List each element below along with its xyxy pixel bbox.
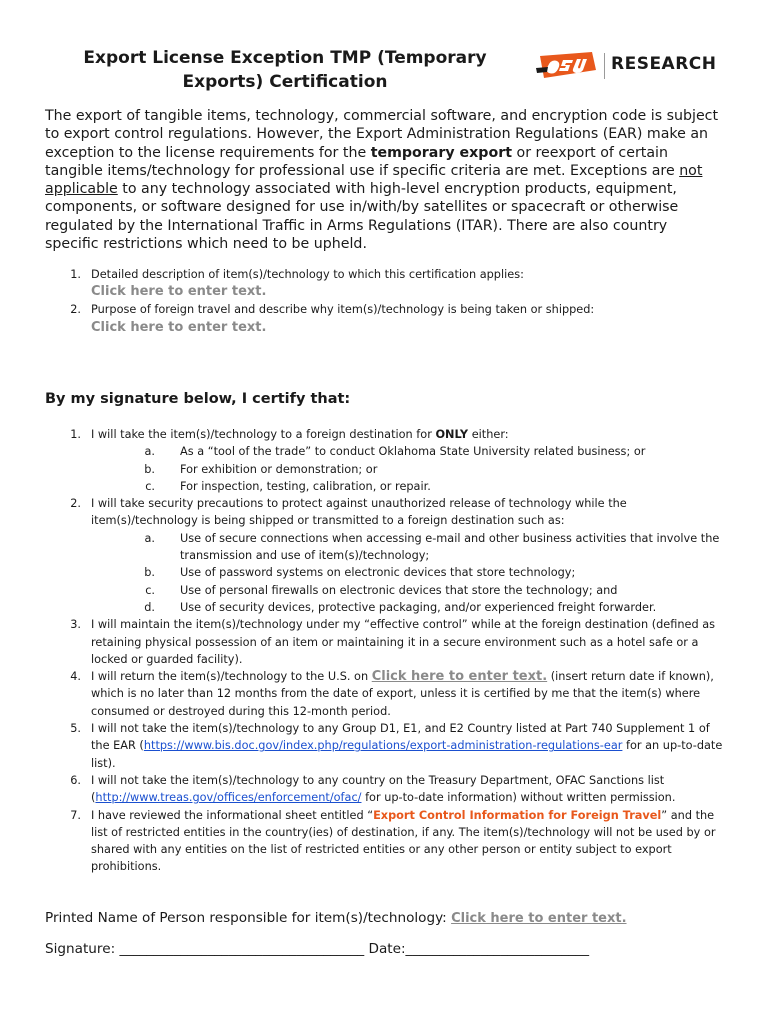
- cert-number: 6.: [70, 773, 81, 787]
- signature-date-line[interactable]: Signature: ____________________________________ Date:___________________________: [45, 941, 590, 957]
- cert-item-5: [45, 720, 730, 772]
- intro-bold-text: temporary export: [370, 144, 512, 161]
- sub-text: Use of personal firewalls on electronic devices that store the technology; and: [180, 583, 618, 597]
- sub-letter: a.: [144, 531, 155, 545]
- question-number: 2.: [70, 303, 81, 317]
- certification-list: [45, 426, 730, 876]
- intro-text-3: to any technology associated with high-level encryption products, equipment, components, or software designed for use in/with/by satellites or spacecraft or otherwise regulated by the International Traffic in Arms Regulations (ITAR). There are also country specific restrictions which need to be upheld.: [45, 181, 679, 253]
- cert-sub-item: [135, 461, 730, 478]
- questions-list: [45, 266, 725, 337]
- cert-number: 3.: [70, 618, 81, 632]
- cert-text: for up-to-date information) without written permission.: [361, 791, 676, 805]
- export-control-info-title: Export Control Information for Foreign Travel: [373, 808, 662, 822]
- printed-name-label: Printed Name of Person responsible for item(s)/technology:: [45, 910, 452, 926]
- cert-text: I will return the item(s)/technology to the U.S. on: [91, 670, 372, 684]
- sub-letter: c.: [145, 583, 155, 597]
- cert-sub-item: [135, 564, 730, 581]
- cert-text: ” and the list of restricted entities in the country(ies) of destination, if any. The item(s)/technology will not be used by or shared with any entities on the list of restricted entities or any other person or entity subject to export prohibitions.: [91, 808, 716, 874]
- cert-text: I have reviewed the informational sheet entitled “: [91, 808, 374, 822]
- cert-sub-item: [135, 443, 730, 460]
- cert-bold-text: ONLY: [435, 428, 469, 441]
- sub-text: As a “tool of the trade” to conduct Oklahoma State University related business; or: [180, 445, 646, 459]
- cert-number: 2.: [70, 497, 81, 511]
- cert-sub-item: [135, 599, 730, 616]
- cert-item-2: [45, 495, 730, 530]
- question-item: [45, 301, 725, 318]
- return-date-field[interactable]: Click here to enter text.: [371, 669, 548, 685]
- sub-text: For exhibition or demonstration; or: [180, 462, 378, 476]
- intro-text-1: The export of tangible items, technology, commercial software, and encryption code is subject to export control regulations. However, the Export Administration Regulations (EAR) make an exception to the license requirements for the: [45, 108, 719, 161]
- question-text: Detailed description of item(s)/technology to which this certification applies:: [91, 268, 524, 281]
- cert-item-7: [45, 807, 730, 876]
- cert-item-3: [45, 616, 730, 668]
- ear-regulations-link[interactable]: https://www.bis.doc.gov/index.php/regulations/export-administration-regulations-ear: [143, 739, 623, 753]
- intro-paragraph: [45, 107, 725, 253]
- sub-letter: d.: [144, 600, 155, 614]
- cert-item-4: [45, 668, 730, 720]
- description-field[interactable]: [45, 283, 725, 301]
- osu-research-logo: [534, 48, 717, 84]
- sub-letter: c.: [145, 479, 155, 493]
- intro-text-2: or reexport of certain tangible items/technology for professional use if specific criteria are met. Exceptions are: [45, 144, 680, 179]
- cert-text: (insert return date if known), which is no later than 12 months from the date of export, unless it is certified by me that the item(s) where consumed or destroyed during this 12-month period.: [91, 670, 714, 718]
- question-item: [45, 266, 725, 283]
- document-title: Export License Exception TMP (Temporary Exports) Certification: [83, 48, 487, 92]
- logo-text: RESEARCH: [611, 54, 717, 74]
- cert-number: 5.: [70, 722, 81, 736]
- cert-text: I will take security precautions to protect against unauthorized release of technology while the item(s)/technology is being shipped or transmitted to a foreign destination such as:: [91, 497, 627, 528]
- sub-letter: a.: [144, 445, 155, 459]
- description-field-placeholder[interactable]: Click here to enter text.: [91, 284, 267, 300]
- question-text: Purpose of foreign travel and describe why item(s)/technology is being taken or shipped:: [91, 303, 595, 317]
- sub-letter: b.: [144, 566, 155, 580]
- cert-number: 4.: [70, 670, 81, 684]
- cert-number: 7.: [70, 808, 81, 822]
- cert-text: I will take the item(s)/technology to a foreign destination for: [91, 428, 436, 441]
- certification-heading: By my signature below, I certify that:: [45, 391, 351, 407]
- cert-text: for an up-to-date list).: [91, 739, 723, 770]
- cert-sub-item: [135, 478, 730, 495]
- sub-text: Use of password systems on electronic devices that store technology;: [180, 566, 576, 580]
- ofac-sanctions-link[interactable]: http://www.treas.gov/offices/enforcement/ofac/: [95, 791, 362, 805]
- cert-text: I will not take the item(s)/technology to any country on the Treasury Department, OFAC Sanctions list (: [91, 773, 665, 805]
- sub-text: Use of security devices, protective packaging, and/or experienced freight forwarder.: [180, 600, 657, 614]
- question-number: 1.: [70, 268, 81, 281]
- cert-text: I will maintain the item(s)/technology under my “effective control” while at the foreign destination (defined as retaining physical possession of an item or maintaining it in a secure environment such as a hotel safe or a locked or guarded facility).: [91, 618, 716, 666]
- osu-logo-icon: [534, 48, 598, 82]
- cert-sub-item: [135, 530, 730, 565]
- sub-text: For inspection, testing, calibration, or repair.: [180, 479, 431, 493]
- sub-letter: b.: [144, 462, 155, 476]
- logo-divider: [604, 53, 605, 79]
- cert-sub-item: [135, 582, 730, 599]
- printed-name-field[interactable]: Click here to enter text.: [451, 911, 627, 926]
- cert-item-1: [45, 426, 730, 443]
- cert-number: 1.: [70, 428, 81, 441]
- printed-name-line: [45, 910, 627, 926]
- cert-item-6: [45, 772, 730, 807]
- cert-text: I will not take the item(s)/technology to any Group D1, E1, and E2 Country listed at Part 740 Supplement 1 of the EAR (: [91, 722, 710, 753]
- cert-text: either:: [468, 428, 509, 441]
- purpose-field[interactable]: [45, 319, 725, 337]
- sub-text: Use of secure connections when accessing e-mail and other business activities that involve the transmission and use of item(s)/technology;: [180, 531, 720, 563]
- purpose-field-placeholder[interactable]: Click here to enter text.: [91, 319, 267, 335]
- intro-underlined-text: not applicable: [45, 162, 703, 198]
